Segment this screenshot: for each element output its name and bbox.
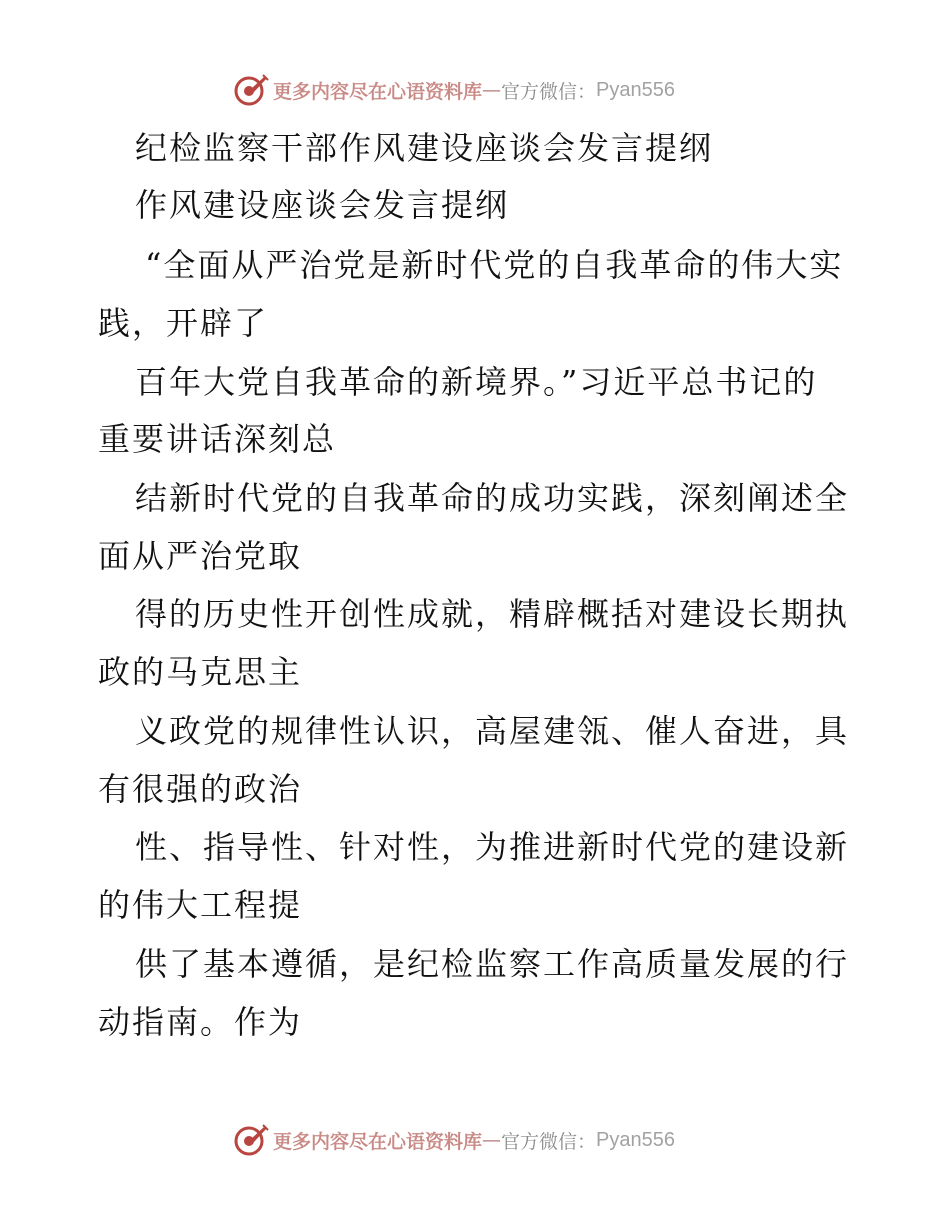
watermark-label: 官方微信： bbox=[501, 80, 597, 103]
watermark-header bbox=[233, 70, 675, 110]
text-line: 供了基本遵循，是纪检监察工作高质量发展的行 bbox=[135, 945, 850, 983]
text-line: 性、指导性、针对性，为推进新时代党的建设新 bbox=[135, 828, 850, 866]
text-line: 的伟大工程提 bbox=[98, 886, 303, 924]
watermark-text: 更多内容尽在心语资料库 bbox=[273, 80, 483, 103]
text-line: 得的历史性开创性成就，精辟概括对建设长期执 bbox=[135, 595, 850, 633]
document-subtitle: 作风建设座谈会发言提纲 bbox=[135, 186, 510, 224]
text-line: 义政党的规律性认识，高屋建瓴、催人奋进，具 bbox=[135, 712, 850, 750]
watermark-id: Pyan556 bbox=[596, 78, 675, 101]
text-line: 政的马克思主 bbox=[98, 653, 303, 691]
watermark-label: 官方微信： bbox=[501, 1130, 597, 1153]
watermark-footer bbox=[233, 1120, 675, 1160]
text-line: “全面从严治党是新时代党的自我革命的伟大实 bbox=[145, 246, 844, 284]
text-line: 重要讲话深刻总 bbox=[98, 420, 337, 458]
watermark-separator: — bbox=[482, 79, 502, 101]
text-line: 百年大党自我革命的新境界。”习近平总书记的 bbox=[135, 363, 818, 401]
pen-logo-icon bbox=[233, 1122, 269, 1158]
text-line: 动指南。作为 bbox=[98, 1003, 303, 1041]
pen-logo-icon bbox=[233, 72, 269, 108]
text-line: 面从严治党取 bbox=[98, 537, 303, 575]
text-line: 有很强的政治 bbox=[98, 770, 303, 808]
document-title: 纪检监察干部作风建设座谈会发言提纲 bbox=[135, 129, 714, 167]
watermark-id: Pyan556 bbox=[596, 1128, 675, 1151]
text-line: 践，开辟了 bbox=[98, 304, 269, 342]
text-line: 结新时代党的自我革命的成功实践，深刻阐述全 bbox=[135, 479, 850, 517]
watermark-separator: — bbox=[482, 1129, 502, 1151]
watermark-text: 更多内容尽在心语资料库 bbox=[273, 1130, 483, 1153]
